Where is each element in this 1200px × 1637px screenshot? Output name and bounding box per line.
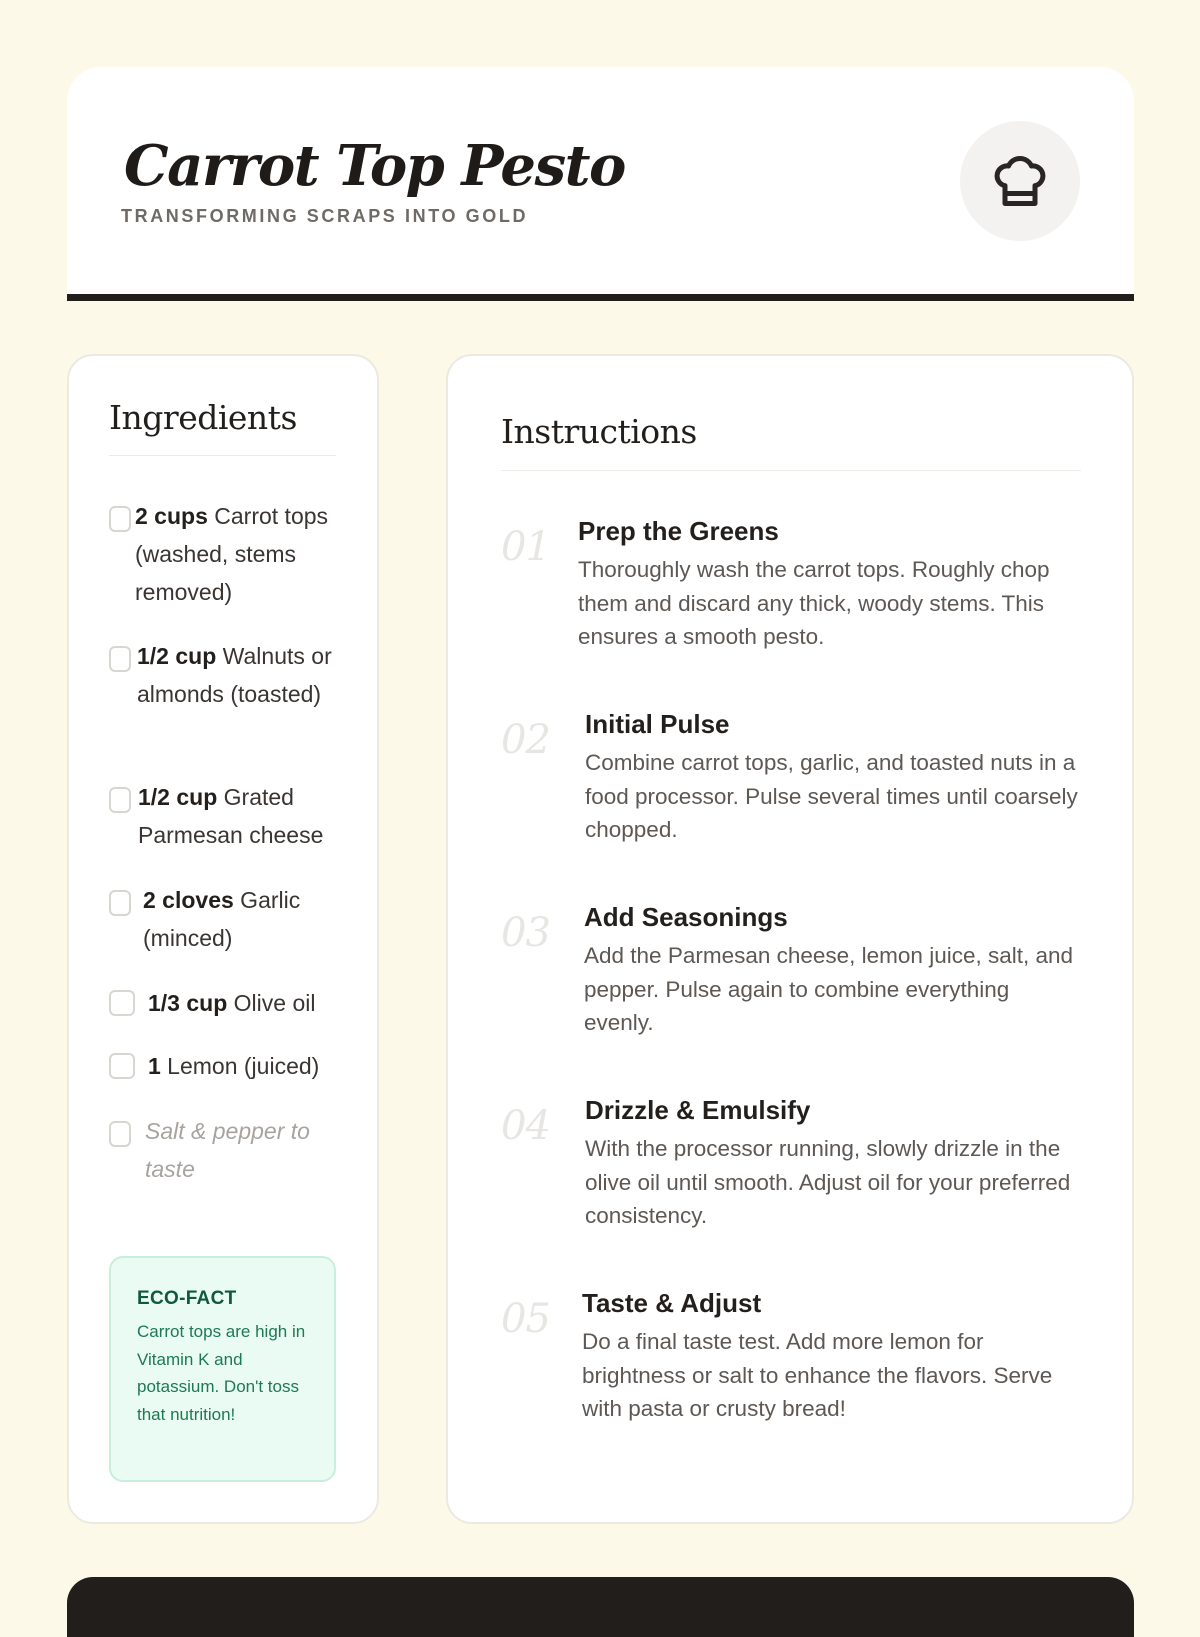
ingredient-checkbox[interactable]: [109, 1053, 135, 1079]
ingredient-qty: 1/2 cup: [138, 784, 218, 810]
ingredient-qty: 1/2 cup: [137, 643, 217, 669]
eco-fact-box: [109, 1256, 336, 1482]
ingredient-name: Garlic (minced): [143, 887, 301, 951]
instruction-step: [501, 709, 1081, 859]
ingredient-name: Lemon (juiced): [160, 1053, 320, 1079]
ingredient-name: Walnuts or almonds (toasted): [137, 643, 332, 707]
instructions-divider: [501, 470, 1081, 471]
recipe-subtitle: TRANSFORMING SCRAPS INTO GOLD: [121, 206, 529, 226]
ingredient-qty: 2 cups: [135, 503, 208, 529]
step-description: Combine carrot tops, garlic, and toasted nuts in a food processor. Pulse several times until coarsely chopped.: [585, 750, 1078, 842]
step-number: 05: [501, 1296, 550, 1342]
step-number: 01: [501, 524, 550, 570]
recipe-header: [67, 67, 1134, 301]
ingredient-text: [109, 984, 349, 1022]
step-number: 03: [501, 910, 550, 956]
ingredient-checkbox[interactable]: [109, 506, 131, 532]
ingredient-item: [109, 637, 349, 713]
ingredient-text: [109, 637, 349, 713]
ingredient-item: [109, 1047, 349, 1085]
eco-fact-label: ECO-FACT: [137, 1288, 237, 1309]
ingredient-item: [109, 497, 349, 611]
ingredient-checkbox[interactable]: [109, 890, 131, 916]
ingredient-name: Salt & pepper to taste: [145, 1118, 310, 1182]
ingredient-item: [109, 984, 349, 1022]
step-title: Add Seasonings: [584, 902, 788, 932]
step-description: Thoroughly wash the carrot tops. Roughly chop them and discard any thick, woody stems. This ensures a smooth pesto.: [578, 557, 1050, 649]
step-description: With the processor running, slowly drizzle in the olive oil until smooth. Adjust oil for your preferred consistency.: [585, 1136, 1071, 1228]
ingredients-divider: [109, 455, 336, 456]
step-title: Prep the Greens: [578, 516, 779, 546]
ingredient-text: [109, 1047, 349, 1085]
step-title: Initial Pulse: [585, 709, 730, 739]
ingredient-name: Carrot tops (washed, stems removed): [135, 503, 329, 605]
step-number: 02: [501, 717, 550, 763]
ingredient-checkbox[interactable]: [109, 1121, 131, 1147]
ingredient-checkbox[interactable]: [109, 787, 131, 813]
instruction-step: [501, 1095, 1081, 1245]
ingredient-text: [109, 778, 354, 854]
eco-fact-text: Carrot tops are high in Vitamin K and potassium. Don't toss that nutrition!: [137, 1322, 306, 1424]
ingredient-qty: 2 cloves: [143, 887, 234, 913]
ingredient-qty: 1: [148, 1053, 161, 1079]
chef-hat-icon: [990, 151, 1050, 211]
ingredients-heading: Ingredients: [109, 398, 297, 437]
ingredient-text: [109, 497, 349, 611]
ingredient-name: Olive oil: [227, 990, 316, 1016]
ingredient-name: Grated Parmesan cheese: [138, 784, 324, 848]
instruction-step: [501, 1288, 1081, 1438]
step-title: Taste & Adjust: [582, 1288, 762, 1318]
step-description: Do a final taste test. Add more lemon for brightness or salt to enhance the flavors. Serve with pasta or crusty bread!: [582, 1329, 1053, 1421]
step-description: Add the Parmesan cheese, lemon juice, salt, and pepper. Pulse again to combine everything evenly.: [584, 943, 1074, 1035]
ingredient-text: [109, 881, 349, 957]
chef-hat-badge: [960, 121, 1080, 241]
instruction-step: [501, 902, 1081, 1052]
footer-bar: [67, 1577, 1134, 1637]
ingredient-item: [109, 881, 349, 957]
recipe-title: Carrot Top Pesto: [124, 133, 625, 199]
instructions-card: [446, 354, 1134, 1524]
step-number: 04: [501, 1103, 550, 1149]
ingredient-qty: 1/3 cup: [148, 990, 228, 1016]
instructions-heading: Instructions: [501, 412, 697, 451]
ingredients-card: [67, 354, 379, 1524]
step-title: Drizzle & Emulsify: [585, 1095, 811, 1125]
ingredient-item: [109, 1112, 349, 1188]
ingredient-checkbox[interactable]: [109, 990, 135, 1016]
ingredient-item: [109, 778, 354, 854]
ingredient-checkbox[interactable]: [109, 646, 131, 672]
instruction-step: [501, 516, 1081, 666]
